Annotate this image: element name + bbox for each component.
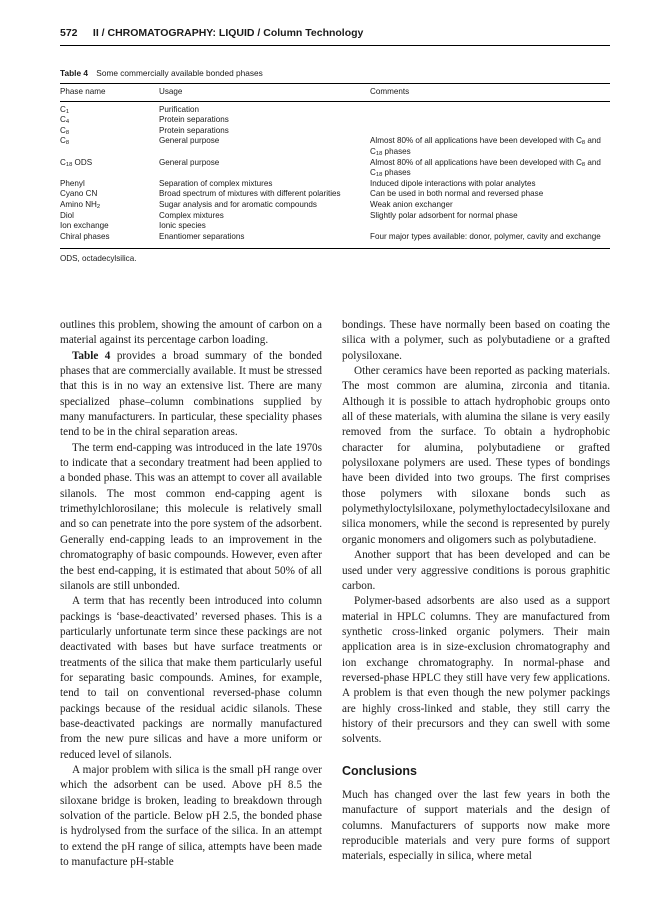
right-paragraphs (342, 318, 610, 748)
header-rule (60, 45, 610, 46)
cell-phase-name: $C_8$ (60, 136, 70, 147)
running-title: II / CHROMATOGRAPHY: LIQUID / Column Technology (92, 27, 364, 39)
table-row (60, 105, 610, 116)
cell-usage: Separation of complex mixtures (159, 178, 273, 188)
header-usage: Usage (159, 87, 183, 96)
table-caption-text: Some commercially available bonded phases (96, 68, 263, 78)
table-footnote: ODS, octadecylsilica. (60, 254, 137, 264)
table-row (60, 126, 610, 137)
header-comments: Comments (370, 87, 410, 96)
body-paragraph: A term that has recently been introduced into column packings is ‘base-deactivated’ reversed phases. This is a particularly unfortunate term since these packings are not deactivated with bases but have surface treatments or treatments of the silica that make them particularly useful for separating basic compounds. Amines, for example, tend to tail on conventional reversed-phase column packings because of the residual acidic silanols. These base-deactivated packings are normally manufactured from the new pure silicas and have a more uniform or reduced level of silanols. (60, 595, 322, 761)
cell-usage: Enantiomer separations (159, 231, 245, 241)
cell-phase-name: Ion exchange (60, 221, 109, 231)
cell-comments: Four major types available: donor, polymer, cavity and exchange (370, 231, 601, 241)
cell-usage: Purification (159, 104, 200, 114)
left-text-column (60, 318, 322, 870)
body-paragraph: Other ceramics have been reported as packing materials. The most common are alumina, zirconia and titania. Although it is possible to attach hydrophobic groups onto all of these materials, with alumina the silane is very easily removed from the surface. To obtain a hydrophobic character for alumina, polybutadiene or grafted polysiloxane polymers are used. These types of bondings have been divided into two groups. The first comprises those polymers with siloxane bonds such as polymethyloctylsiloxane, polymethyloctadecylsiloxane and silica monomers, while the second is represented by purely organic monomers and oligomers such as polybutadiene. (342, 365, 610, 546)
cell-usage: Protein separations (159, 125, 229, 135)
table-reference: Table 4 (72, 349, 111, 362)
cell-usage: Sugar analysis and for aromatic compounds (159, 199, 317, 209)
cell-usage: Complex mixtures (159, 210, 224, 220)
cell-usage: Ionic species (159, 221, 206, 231)
cell-phase-name: Cyano CN (60, 189, 98, 199)
table-row (60, 115, 610, 126)
cell-comments: Weak anion exchanger (370, 199, 453, 209)
body-paragraph: Polymer-based adsorbents are also used as a support material in HPLC columns. They are manufactured from synthetic cross-linked organic polymers. Their main application area is in size-exclusion chromatography and ion exchange chromatography. In normal-phase and reversed-phase HPLC they still have very few applications. A problem is that even though the new polymer packings are highly cross-linked and stable, they still carry the history of their precursors and they can swell with some solvents. (342, 595, 610, 746)
conclusions-heading: Conclusions (342, 763, 418, 778)
cell-phase-name: $C_8$ (60, 125, 70, 136)
table-row (60, 158, 610, 179)
table-row (60, 211, 610, 222)
cell-comments (370, 126, 610, 137)
table-row (60, 200, 610, 211)
cell-comments: Almost 80% of all applications have been developed with $C_8$ and $C_{18}$ phases (370, 157, 601, 179)
conclusions-paragraph: Much has changed over the last few years in both the manufacture of support materials and the design of columns. Manufacturers of supports now make more reproducible materials and very pure forms of support materials, especially in silica, where metal (342, 788, 610, 863)
body-paragraph: The term end-capping was introduced in the late 1970s to indicate that a secondary treatment had been applied to a bonded phase. This was an attempt to cover all available silanols. The most common end-capping agent is trimethylchlorosilane; this molecule is relatively small and so can penetrate into the pore system of the adsorbent. Generally end-capping leads to an improvement in the chromatography of basic compounds. However, even after the best end-capping, it is estimated that about 50% of all silanols are still unbonded. (60, 441, 322, 592)
cell-comments (370, 105, 610, 116)
cell-phase-name: Amino $NH_2$ (60, 199, 101, 210)
table-label: Table 4 (60, 68, 88, 78)
cell-comments: Can be used in both normal and reversed phase (370, 189, 544, 199)
body-paragraph: outlines this problem, showing the amount of carbon on a material against its percentage carbon loading. (60, 319, 322, 347)
table-row (60, 221, 610, 232)
table-row (60, 179, 610, 190)
table-header-row (60, 84, 610, 101)
cell-phase-name: $C_1$ (60, 104, 70, 115)
table-body (60, 102, 610, 249)
running-header (60, 27, 610, 39)
body-paragraph: bondings. These have normally been based on coating the silica with a polymer, such as polybutadiene or a grafted polysiloxane. (342, 319, 610, 362)
cell-usage: Protein separations (159, 115, 229, 125)
table-row (60, 232, 610, 243)
cell-usage: General purpose (159, 136, 220, 146)
table-row (60, 189, 610, 200)
body-paragraph: Table 4 provides a broad summary of the bonded phases that are commercially available. It must be stressed that this is in no way an extensive list. There are many specialized phase–column combinations supplied by many manufacturers. In particular, these speciality phases tend to be in the chiral separation areas. (60, 349, 323, 439)
cell-comments (370, 221, 610, 232)
cell-phase-name: Phenyl (60, 178, 85, 188)
cell-phase-name: Chiral phases (60, 231, 110, 241)
cell-phase-name: $C_4$ (60, 115, 70, 126)
table-row (60, 136, 610, 157)
page-number: 572 (60, 27, 78, 39)
cell-phase-name: $C_{18}$ ODS (60, 157, 93, 168)
cell-usage: Broad spectrum of mixtures with different polarities (159, 189, 341, 199)
cell-comments (370, 115, 610, 126)
cell-usage: General purpose (159, 157, 220, 167)
table-caption (60, 68, 263, 78)
cell-comments: Induced dipole interactions with polar analytes (370, 178, 536, 188)
header-phase-name: Phase name (60, 87, 106, 96)
cell-phase-name: Diol (60, 210, 74, 220)
right-text-column (342, 318, 610, 865)
cell-comments: Slightly polar adsorbent for normal phase (370, 210, 518, 220)
body-paragraph: Another support that has been developed and can be used under very aggressive conditions is porous graphitic carbon. (342, 549, 610, 592)
body-paragraph: A major problem with silica is the small pH range over which the adsorbent can be used. Above pH 8.5 the siloxane bridge is broken, leading to breakdown through solvation of the particle. Below pH 2.5, the bonded phase is hydrolysed from the surface of the silica. In an attempt to extend the pH range of silica, attempts have been made to manufacture pH-stable (60, 763, 322, 869)
bonded-phases-table (60, 83, 610, 265)
cell-comments: Almost 80% of all applications have been developed with $C_8$ and $C_{18}$ phases (370, 136, 601, 157)
